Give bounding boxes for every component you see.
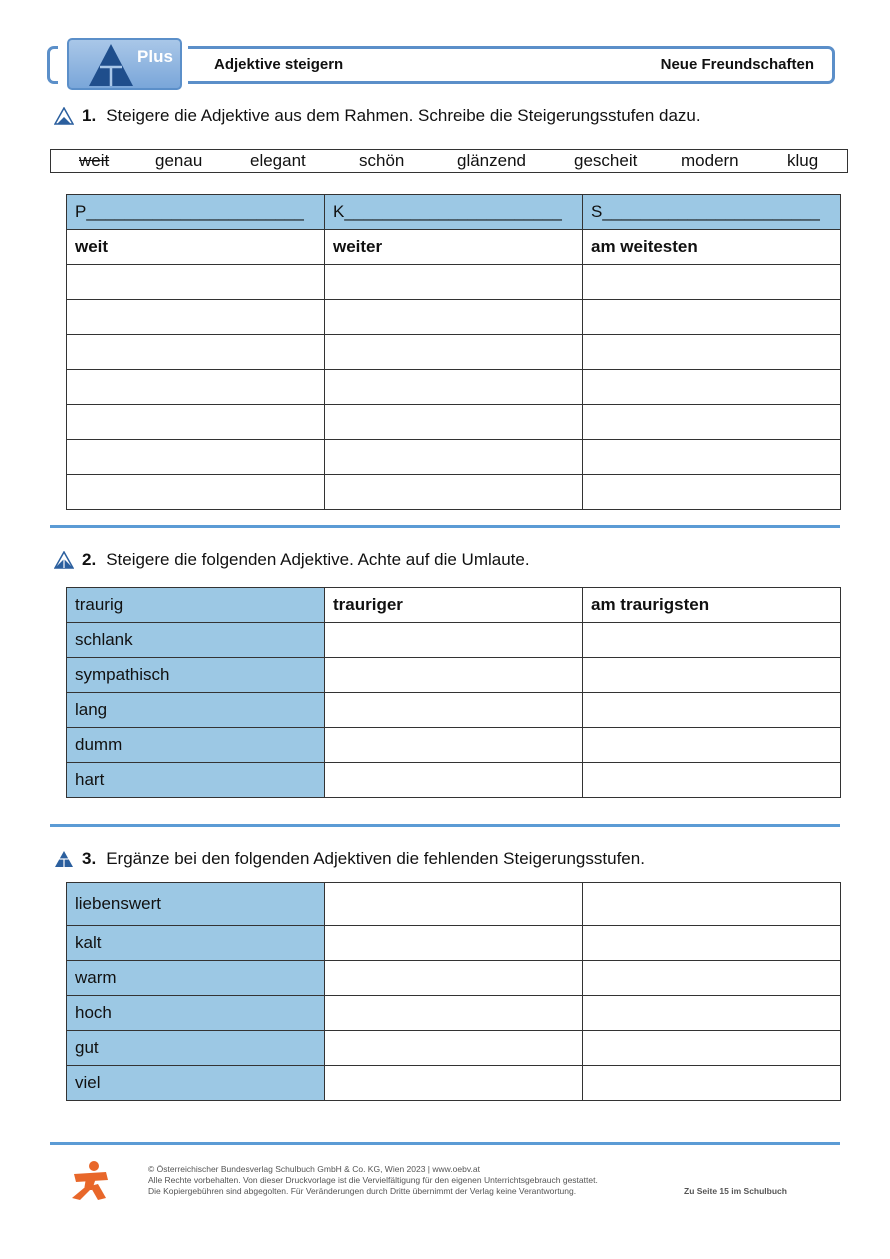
page-title: Adjektive steigern (214, 56, 344, 73)
word-item: modern (681, 151, 739, 170)
answer-cell[interactable] (583, 405, 841, 440)
table-row (67, 926, 841, 961)
adjective-cell: gut (67, 1031, 325, 1066)
copyright-notice (148, 1164, 598, 1197)
table-row (67, 370, 841, 405)
triangle-logo-icon (69, 40, 182, 90)
answer-cell[interactable] (325, 1031, 583, 1066)
answer-cell[interactable] (325, 265, 583, 300)
example-cell: am traurigsten (583, 588, 841, 623)
example-cell: weit (67, 230, 325, 265)
word-item: genau (155, 151, 203, 170)
answer-cell[interactable] (583, 623, 841, 658)
answer-cell[interactable] (583, 475, 841, 510)
answer-cell[interactable] (583, 961, 841, 996)
table-row (67, 335, 841, 370)
column-header-superlativ: S_______________________ (583, 195, 841, 230)
answer-cell[interactable] (325, 658, 583, 693)
answer-cell[interactable] (583, 658, 841, 693)
task2-number: 2. (82, 550, 97, 569)
plus-logo (67, 38, 182, 90)
table-row (67, 883, 841, 926)
adjective-cell: hart (67, 763, 325, 798)
copyright-line: Die Kopiergebühren sind abgegolten. Für Veränderungen durch Dritte übernimmt der Verlag keine Verantwortung. (148, 1186, 577, 1196)
adjective-cell: hoch (67, 996, 325, 1031)
chapter-title: Neue Freundschaften (660, 56, 814, 73)
copyright-line: © Österreichischer Bundesverlag Schulbuch GmbH & Co. KG, Wien 2023 | www.oebv.at (148, 1164, 480, 1174)
page-reference: Zu Seite 15 im Schulbuch (684, 1186, 787, 1196)
answer-cell[interactable] (67, 370, 325, 405)
level-triangle-icon (54, 850, 74, 868)
task3-instruction: Ergänze bei den folgenden Adjektiven die fehlenden Steigerungsstufen. (106, 849, 645, 868)
level-triangle-icon (54, 551, 74, 569)
adjective-cell: viel (67, 1066, 325, 1101)
example-cell: am weitesten (583, 230, 841, 265)
word-item: glänzend (457, 151, 527, 170)
answer-cell[interactable] (325, 883, 583, 926)
adjective-cell: kalt (67, 926, 325, 961)
table-row (67, 693, 841, 728)
table-row (67, 961, 841, 996)
answer-cell[interactable] (583, 300, 841, 335)
answer-cell[interactable] (67, 475, 325, 510)
answer-cell[interactable] (583, 728, 841, 763)
level-triangle-icon (54, 107, 74, 125)
answer-cell[interactable] (583, 370, 841, 405)
adjective-cell: lang (67, 693, 325, 728)
task1-number: 1. (82, 106, 97, 125)
adjective-cell: liebenswert (67, 883, 325, 926)
table-row (67, 623, 841, 658)
task2-instruction: Steigere die folgenden Adjektive. Achte auf die Umlaute. (106, 550, 530, 569)
table-row (67, 1031, 841, 1066)
answer-cell[interactable] (67, 335, 325, 370)
publisher-logo-icon (70, 1160, 110, 1202)
answer-cell[interactable] (67, 300, 325, 335)
footer-divider (50, 1142, 840, 1145)
table-row (67, 230, 841, 265)
answer-cell[interactable] (583, 926, 841, 961)
answer-cell[interactable] (325, 623, 583, 658)
table-row (67, 300, 841, 335)
task3-number: 3. (82, 849, 97, 868)
answer-cell[interactable] (325, 1066, 583, 1101)
word-item: schön (359, 151, 405, 170)
task1-table (66, 194, 841, 510)
copyright-line: Alle Rechte vorbehalten. Von dieser Druckvorlage ist die Vervielfältigung für den eigenen Unterrichtsgebrauch gestattet. (148, 1175, 598, 1185)
table-row (67, 588, 841, 623)
answer-cell[interactable] (325, 300, 583, 335)
task1-instruction: Steigere die Adjektive aus dem Rahmen. Schreibe die Steigerungsstufen dazu. (106, 106, 701, 125)
column-header-positiv: P_______________________ (67, 195, 325, 230)
example-cell: weiter (325, 230, 583, 265)
task3-table (66, 882, 841, 1101)
answer-cell[interactable] (325, 763, 583, 798)
answer-cell[interactable] (325, 996, 583, 1031)
task3-heading (54, 849, 645, 869)
answer-cell[interactable] (325, 961, 583, 996)
answer-cell[interactable] (67, 440, 325, 475)
example-cell: trauriger (325, 588, 583, 623)
table-row (67, 1066, 841, 1101)
answer-cell[interactable] (583, 883, 841, 926)
adjective-cell: sympathisch (67, 658, 325, 693)
answer-cell[interactable] (583, 996, 841, 1031)
column-header-komparativ: K_______________________ (325, 195, 583, 230)
table-row (67, 728, 841, 763)
answer-cell[interactable] (325, 405, 583, 440)
answer-cell[interactable] (325, 335, 583, 370)
task2-heading (54, 550, 530, 570)
logo-text: Plus (137, 47, 173, 66)
answer-cell[interactable] (325, 370, 583, 405)
task1-heading (54, 106, 701, 126)
answer-cell[interactable] (325, 475, 583, 510)
table-row (67, 658, 841, 693)
answer-cell[interactable] (583, 440, 841, 475)
section-divider (50, 824, 840, 827)
table-row (67, 996, 841, 1031)
answer-cell[interactable] (325, 926, 583, 961)
word-box (50, 149, 848, 173)
word-item: klug (787, 151, 819, 170)
adjective-cell: schlank (67, 623, 325, 658)
adjective-cell: traurig (67, 588, 325, 623)
word-item: gescheit (574, 151, 638, 170)
answer-cell[interactable] (583, 1031, 841, 1066)
adjective-cell: dumm (67, 728, 325, 763)
answer-cell[interactable] (325, 693, 583, 728)
table-header-row (67, 195, 841, 230)
adjective-cell: warm (67, 961, 325, 996)
answer-cell[interactable] (325, 440, 583, 475)
table-row (67, 265, 841, 300)
section-divider (50, 525, 840, 528)
answer-cell[interactable] (583, 265, 841, 300)
table-row (67, 440, 841, 475)
answer-cell[interactable] (67, 405, 325, 440)
table-row (67, 763, 841, 798)
word-item: elegant (250, 151, 306, 170)
answer-cell[interactable] (583, 1066, 841, 1101)
answer-cell[interactable] (67, 265, 325, 300)
table-row (67, 405, 841, 440)
task2-table (66, 587, 841, 798)
answer-cell[interactable] (583, 693, 841, 728)
table-row (67, 475, 841, 510)
answer-cell[interactable] (583, 335, 841, 370)
answer-cell[interactable] (325, 728, 583, 763)
word-item: weit (79, 151, 110, 170)
answer-cell[interactable] (583, 763, 841, 798)
